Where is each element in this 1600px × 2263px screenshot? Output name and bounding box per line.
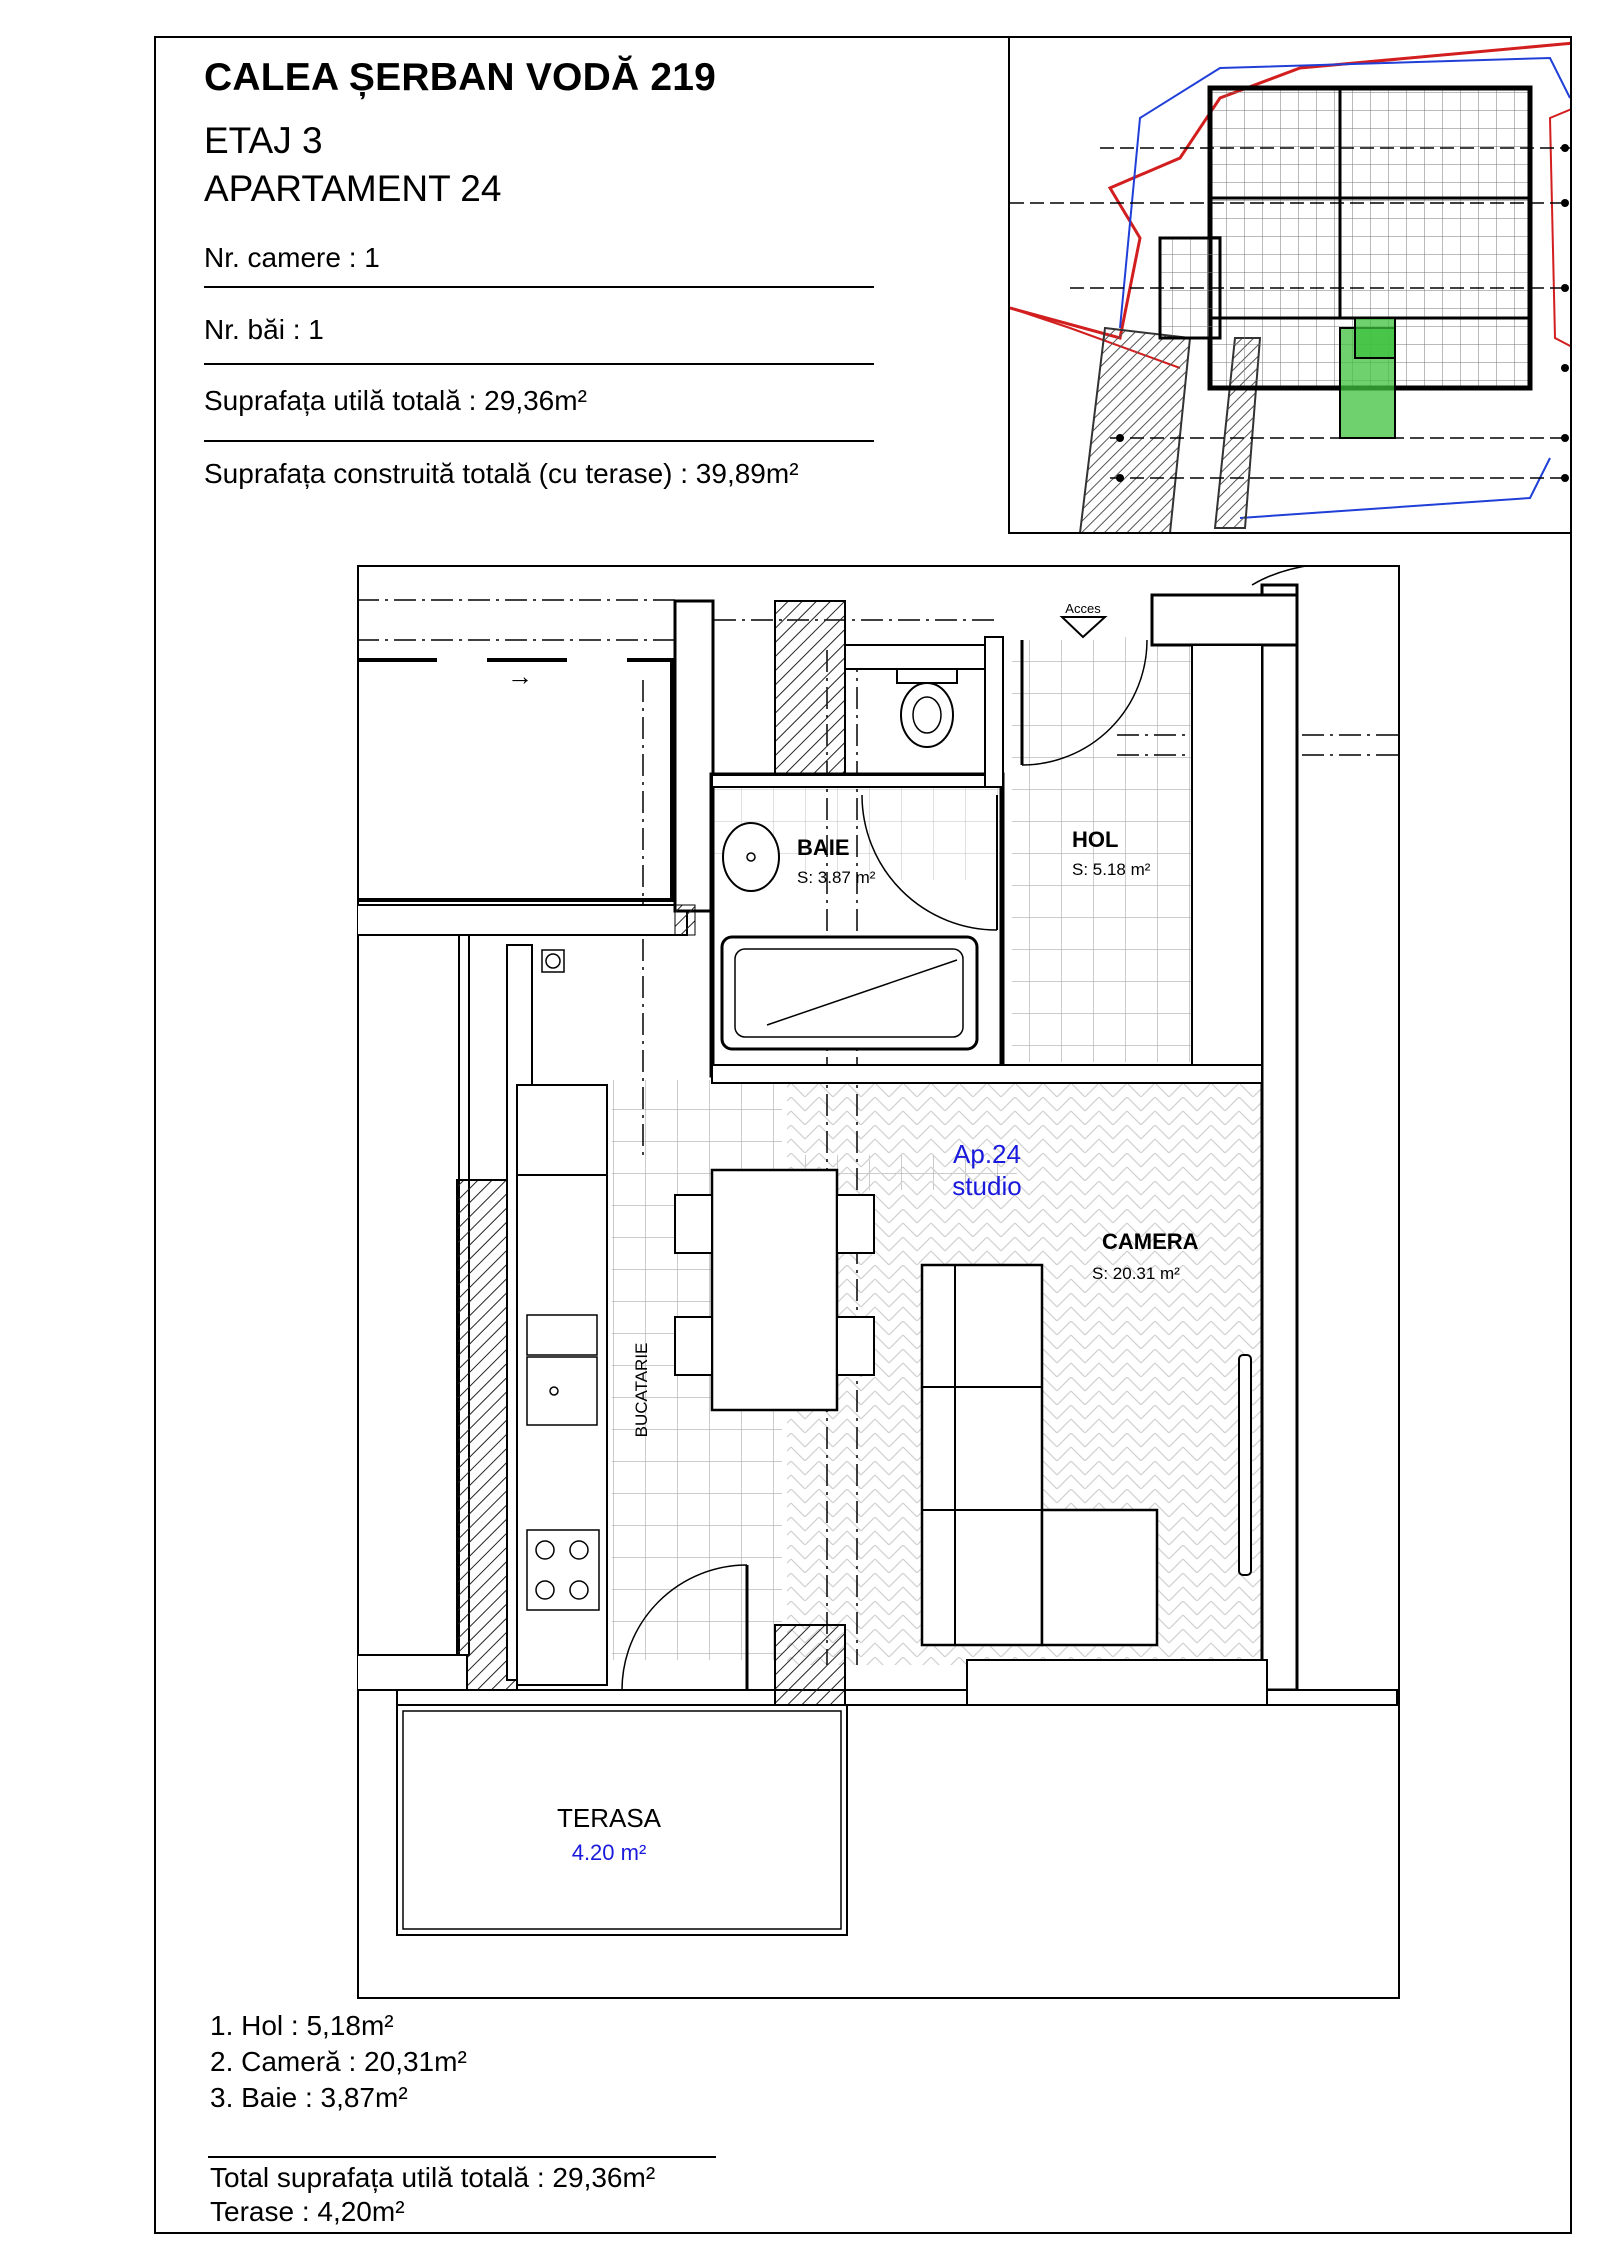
legend-item: 1. Hol : 5,18m²: [210, 2010, 394, 2041]
access-label: Acces: [1065, 601, 1101, 616]
room-name: CAMERA: [1102, 1229, 1199, 1254]
unit-type: studio: [952, 1171, 1022, 1201]
address-title: CALEA ȘERBAN VODĂ 219: [204, 56, 717, 99]
bath-name: BAIE: [797, 835, 850, 860]
built-area: Suprafața construită totală (cu terase) : 39,89m²: [204, 458, 799, 489]
kitchen-name: BUCATARIE: [632, 1342, 651, 1438]
legend-item: 2. Cameră : 20,31m²: [210, 2046, 467, 2077]
site-plan-thumbnail: [1008, 36, 1572, 534]
floor-label: ETAJ 3: [204, 120, 323, 161]
terrace-area: 4.20 m²: [571, 1840, 647, 1865]
total-usable: Total suprafața utilă totală : 29,36m²: [210, 2162, 656, 2193]
apartment-label: APARTAMENT 24: [204, 168, 502, 209]
hall-area: S: 5.18 m²: [1072, 860, 1151, 879]
terrace-name: TERASA: [556, 1803, 662, 1833]
baths-count: Nr. băi : 1: [204, 314, 324, 345]
divider: [204, 286, 874, 288]
legend-item: 3. Baie : 3,87m²: [210, 2082, 408, 2113]
divider: [204, 363, 874, 365]
total-terraces: Terase : 4,20m²: [210, 2196, 405, 2227]
hall-name: HOL: [1072, 827, 1119, 852]
floor-plan: [357, 565, 1400, 1999]
unit-number: Ap.24: [953, 1139, 1021, 1169]
totals-divider: [208, 2156, 716, 2158]
bath-area: S: 3.87 m²: [797, 868, 876, 887]
divider: [204, 440, 874, 442]
room-area: S: 20.31 m²: [1092, 1264, 1180, 1283]
rooms-count: Nr. camere : 1: [204, 242, 380, 273]
usable-area: Suprafața utilă totală : 29,36m²: [204, 385, 587, 416]
svg-text:→: →: [507, 661, 533, 691]
